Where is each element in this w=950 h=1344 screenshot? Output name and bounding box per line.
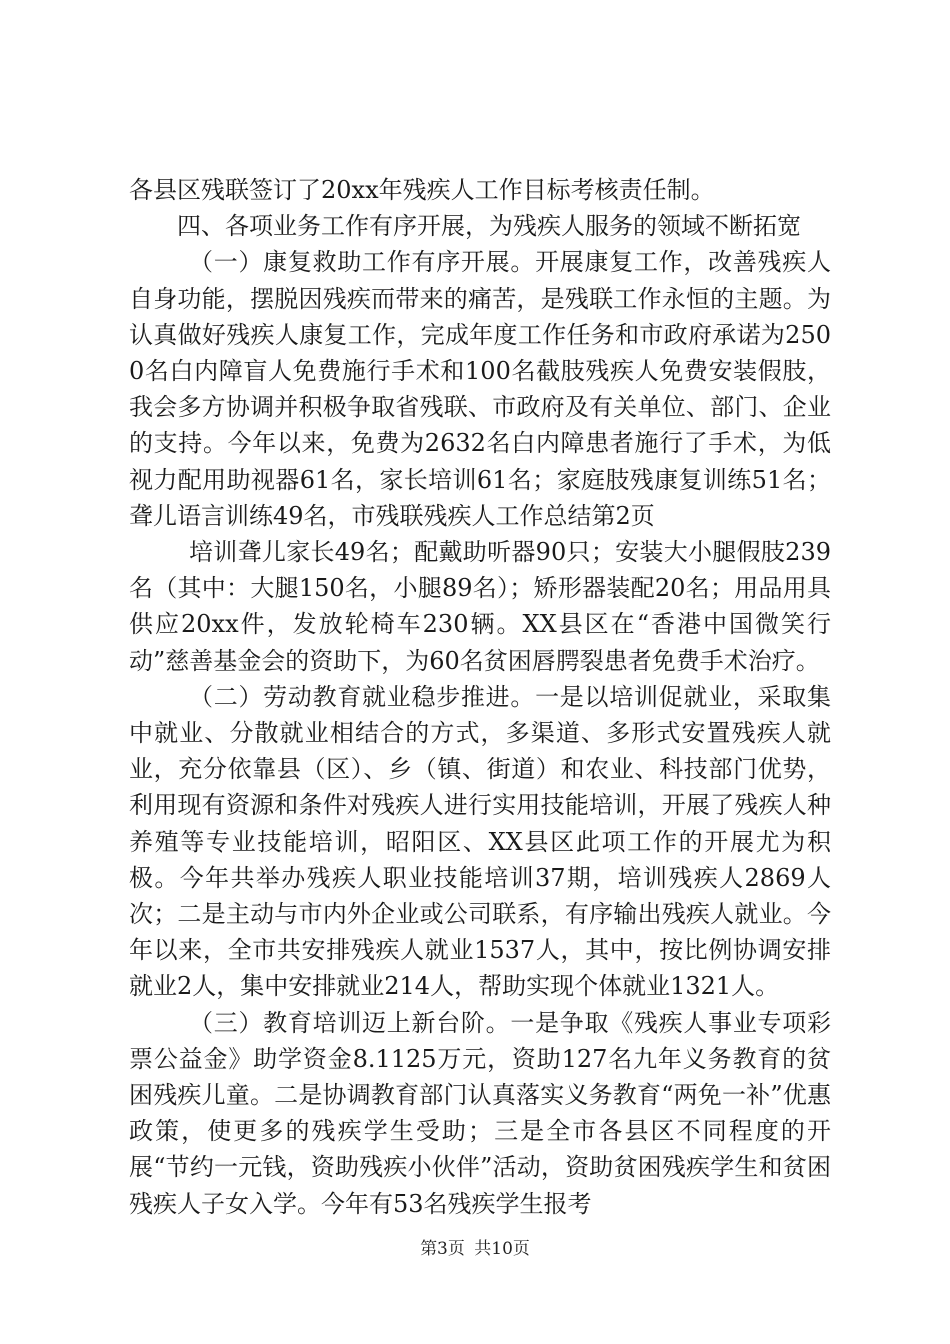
paragraph-2-section-heading: 四、各项业务工作有序开展，为残疾人服务的领域不断拓宽	[177, 212, 801, 241]
paragraph-1: 各县区残联签订了20xx年残疾人工作目标考核责任制。	[129, 176, 715, 204]
page-number-current: 第3页	[420, 1239, 465, 1259]
paragraph-6-education: （三）教育培训迈上新台阶。一是争取《残疾人事业专项彩票公益金》助学资金8.1125万元，资助127名九年义务教育的贫困残疾儿童。二是协调教育部门认真落实义务教育“两免一补”优惠政策，使更多的残疾学生受助；三是全市各县区不同程度的开展“节约一元钱，资助残疾小伙伴”活动，资助贫困残疾学生和贫困残疾人子女入学。今年有53名残疾学生报考	[129, 1008, 831, 1218]
paragraph-4-continuation: 培训聋儿家长49名；配戴助听器90只；安装大小腿假肢239名（其中：大腿150名，小腿89名）；矫形器装配20名；用品用具供应20xx件，发放轮椅车230辆。XX县区在“香港中国微笑行动”慈善基金会的资助下，为60名贫困唇腭裂患者免费手术治疗。	[129, 538, 831, 675]
page-number-total: 共10页	[474, 1239, 530, 1259]
page-footer	[0, 1238, 950, 1260]
document-body	[129, 172, 831, 1222]
paragraph-3-rehabilitation: （一）康复救助工作有序开展。开展康复工作，改善残疾人自身功能，摆脱因残疾而带来的痛苦，是残联工作永恒的主题。为认真做好残疾人康复工作，完成年度工作任务和市政府承诺为2500名白内障盲人免费施行手术和100名截肢残疾人免费安装假肢，我会多方协调并积极争取省残联、市政府及有关单位、部门、企业的支持。今年以来，免费为2632名白内障患者施行了手术，为低视力配用助视器61名，家长培训61名；家庭肢残康复训练51名；聋儿语言训练49名，市残联残疾人工作总结第2页	[129, 248, 831, 530]
paragraph-5-employment: （二）劳动教育就业稳步推进。一是以培训促就业，采取集中就业、分散就业相结合的方式，多渠道、多形式安置残疾人就业，充分依靠县（区）、乡（镇、街道）和农业、科技部门优势，利用现有资源和条件对残疾人进行实用技能培训，开展了残疾人种养殖等专业技能培训，昭阳区、XX县区此项工作的开展尤为积极。今年共举办残疾人职业技能培训37期，培训残疾人2869人次；二是主动与市内外企业或公司联系，有序输出残疾人就业。今年以来，全市共安排残疾人就业1537人，其中，按比例协调安排就业2人，集中安排就业214人，帮助实现个体就业1321人。	[129, 682, 831, 1001]
